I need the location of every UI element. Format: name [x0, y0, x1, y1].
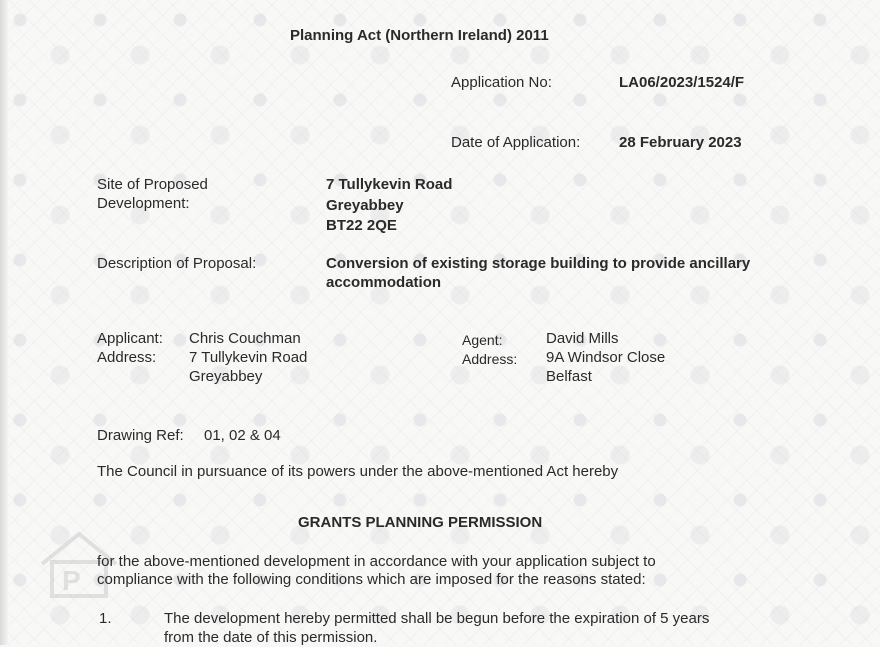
- application-no-label: Application No:: [451, 74, 552, 91]
- subject-line: for the above-mentioned development in accordance with your application subject to: [97, 553, 656, 570]
- grant-heading: GRANTS PLANNING PERMISSION: [298, 514, 543, 531]
- application-no-value: LA06/2023/1524/F: [619, 74, 745, 91]
- agent-address-line: Belfast: [546, 368, 592, 385]
- subject-line: compliance with the following conditions which are imposed for the reasons stated:: [97, 571, 646, 588]
- applicant-address-label: Address:: [97, 349, 157, 366]
- page-edge-shadow: [0, 0, 8, 645]
- site-address-line: BT22 2QE: [326, 217, 397, 234]
- agent-label: Agent:: [462, 332, 503, 348]
- drawing-ref-label: Drawing Ref:: [97, 427, 184, 444]
- agent-name: David Mills: [546, 330, 619, 347]
- proposal-label: Description of Proposal:: [97, 255, 257, 272]
- applicant-address-line: 7 Tullykevin Road: [189, 349, 308, 366]
- applicant-address-line: Greyabbey: [189, 368, 263, 385]
- applicant-name: Chris Couchman: [189, 330, 301, 347]
- date-of-application-label: Date of Application:: [451, 134, 581, 151]
- condition-line: The development hereby permitted shall be begun before the expiration of 5 years: [164, 610, 710, 627]
- site-label-line2: Development:: [97, 195, 190, 212]
- condition-number: 1.: [99, 610, 112, 627]
- proposal-line: accommodation: [326, 274, 442, 291]
- date-of-application-value: 28 February 2023: [619, 134, 742, 151]
- intro-paragraph: The Council in pursuance of its powers under the above-mentioned Act hereby: [97, 463, 619, 480]
- act-title: Planning Act (Northern Ireland) 2011: [290, 27, 549, 44]
- site-address-line: 7 Tullykevin Road: [326, 176, 453, 193]
- applicant-label: Applicant:: [97, 330, 163, 347]
- condition-line: from the date of this permission.: [164, 629, 378, 646]
- svg-text:P: P: [62, 565, 81, 596]
- agent-address-label: Address:: [462, 351, 518, 367]
- proposal-line: Conversion of existing storage building to provide ancillary: [326, 255, 751, 272]
- site-address-line: Greyabbey: [326, 197, 404, 214]
- drawing-ref-value: 01, 02 & 04: [204, 427, 281, 444]
- agent-address-line: 9A Windsor Close: [546, 349, 666, 366]
- site-label-line1: Site of Proposed: [97, 176, 208, 193]
